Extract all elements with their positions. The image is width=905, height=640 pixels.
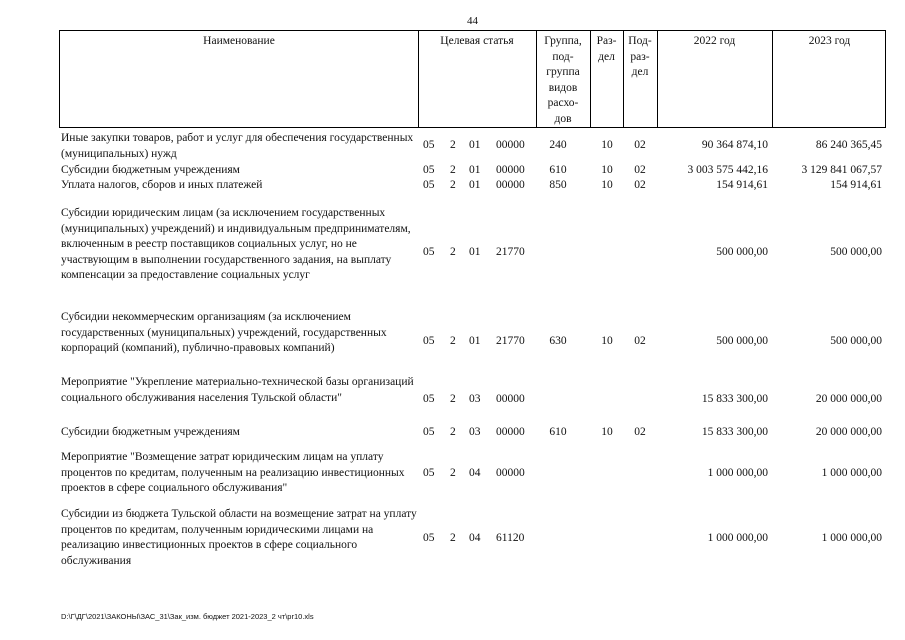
table-row [0, 163, 905, 179]
header-target: Целевая статья [440, 35, 514, 47]
cell-v2022: 90 364 874,10 [701, 139, 768, 151]
cell-d: 61120 [496, 532, 525, 544]
header-2022: 2022 год [693, 35, 736, 47]
cell-b: 2 [450, 179, 456, 191]
cell-sub: 02 [634, 139, 646, 151]
cell-d: 00000 [496, 467, 525, 479]
cell-b: 2 [450, 246, 456, 258]
cell-v2022: 15 833 300,00 [701, 393, 768, 405]
row-name: Субсидии из бюджета Тульской области на возмещение затрат на уплату процентов по кредитам, полученным юридическими лицами на реализацию инвестиционных проектов в сфере социального обслуживания [61, 508, 417, 567]
row-name: Субсидии некоммерческим организациям (за исключением государственных (муниципальных) учреждений, государственных корпораций (компаний), публично-правовых компаний) [61, 311, 387, 354]
cell-group: 610 [549, 164, 567, 176]
file-path: D:\Г\ДГ\2021\ЗАКОНЫ\ЗАС_31\Зак_изм. бюджет 2021-2023_2 чт\pr10.xls [61, 612, 314, 621]
cell-sub: 02 [634, 335, 646, 347]
cell-v2023: 20 000 000,00 [815, 393, 882, 405]
cell-v2023: 20 000 000,00 [815, 426, 882, 438]
cell-v2022: 1 000 000,00 [707, 532, 768, 544]
table-row [0, 450, 905, 496]
cell-b: 2 [450, 335, 456, 347]
row-name: Субсидии бюджетным учреждениям [61, 164, 240, 176]
cell-c: 03 [469, 393, 481, 405]
cell-v2022: 500 000,00 [716, 335, 768, 347]
table-row [0, 425, 905, 441]
cell-c: 03 [469, 426, 481, 438]
cell-b: 2 [450, 393, 456, 405]
cell-sec: 10 [601, 179, 613, 191]
row-name: Уплата налогов, сборов и иных платежей [61, 179, 263, 191]
cell-v2022: 1 000 000,00 [707, 467, 768, 479]
cell-v2023: 500 000,00 [830, 246, 882, 258]
cell-b: 2 [450, 139, 456, 151]
cell-group: 610 [549, 426, 567, 438]
cell-d: 00000 [496, 393, 525, 405]
cell-d: 00000 [496, 179, 525, 191]
cell-a: 05 [423, 164, 435, 176]
table-row [0, 507, 905, 569]
cell-v2023: 154 914,61 [830, 179, 882, 191]
row-name: Иные закупки товаров, работ и услуг для обеспечения государственных (муниципальных) нужд [61, 132, 414, 160]
cell-v2023: 1 000 000,00 [821, 467, 882, 479]
cell-a: 05 [423, 246, 435, 258]
cell-b: 2 [450, 164, 456, 176]
cell-group: 630 [549, 335, 567, 347]
row-name: Субсидии бюджетным учреждениям [61, 426, 240, 438]
cell-v2022: 3 003 575 442,16 [687, 164, 768, 176]
header-2023: 2023 год [808, 35, 851, 47]
cell-a: 05 [423, 393, 435, 405]
cell-d: 21770 [496, 335, 525, 347]
cell-v2022: 15 833 300,00 [701, 426, 768, 438]
cell-c: 04 [469, 532, 481, 544]
row-name: Субсидии юридическим лицам (за исключением государственных (муниципальных) учреждений) и индивидуальным предпринимателям, включенным в реестр поставщиков социальных услуг, но не участвующим в выполнении государственного задания, на выплату компенсации за предоставление социальных услуг [61, 207, 411, 281]
cell-sub: 02 [634, 179, 646, 191]
cell-a: 05 [423, 335, 435, 347]
cell-v2023: 1 000 000,00 [821, 532, 882, 544]
cell-b: 2 [450, 426, 456, 438]
cell-v2023: 3 129 841 067,57 [801, 164, 882, 176]
header-subsection: Под- раз- дел [628, 35, 652, 78]
row-name: Мероприятие "Укрепление материально-технической базы организаций социального обслуживания населения Тульской области" [61, 376, 414, 404]
cell-a: 05 [423, 532, 435, 544]
cell-b: 2 [450, 532, 456, 544]
header-section: Раз- дел [596, 35, 617, 63]
cell-a: 05 [423, 467, 435, 479]
cell-c: 04 [469, 467, 481, 479]
cell-a: 05 [423, 426, 435, 438]
page-number: 44 [467, 15, 478, 27]
cell-sub: 02 [634, 426, 646, 438]
table-row [0, 131, 905, 162]
cell-group: 240 [549, 139, 567, 151]
table-row [0, 206, 905, 300]
cell-c: 01 [469, 179, 481, 191]
cell-d: 21770 [496, 246, 525, 258]
row-name: Мероприятие "Возмещение затрат юридическим лицам на уплату процентов по кредитам, полученным на реализацию инвестиционных проектов в сфере социального обслуживания" [61, 451, 405, 494]
cell-a: 05 [423, 179, 435, 191]
cell-b: 2 [450, 467, 456, 479]
cell-c: 01 [469, 335, 481, 347]
cell-group: 850 [549, 179, 567, 191]
header-name: Наименование [203, 35, 275, 47]
cell-sub: 02 [634, 164, 646, 176]
cell-d: 00000 [496, 426, 525, 438]
cell-a: 05 [423, 139, 435, 151]
cell-c: 01 [469, 164, 481, 176]
header-group: Группа, под- группа видов расхо- дов [544, 35, 582, 125]
table-header [59, 30, 886, 128]
cell-v2022: 500 000,00 [716, 246, 768, 258]
cell-v2023: 500 000,00 [830, 335, 882, 347]
table-row [0, 178, 905, 194]
cell-d: 00000 [496, 164, 525, 176]
cell-d: 00000 [496, 139, 525, 151]
cell-v2022: 154 914,61 [716, 179, 768, 191]
table-row [0, 310, 905, 372]
cell-c: 01 [469, 139, 481, 151]
cell-sec: 10 [601, 139, 613, 151]
cell-sec: 10 [601, 426, 613, 438]
cell-sec: 10 [601, 335, 613, 347]
table-row [0, 375, 905, 421]
cell-sec: 10 [601, 164, 613, 176]
cell-c: 01 [469, 246, 481, 258]
cell-v2023: 86 240 365,45 [815, 139, 882, 151]
